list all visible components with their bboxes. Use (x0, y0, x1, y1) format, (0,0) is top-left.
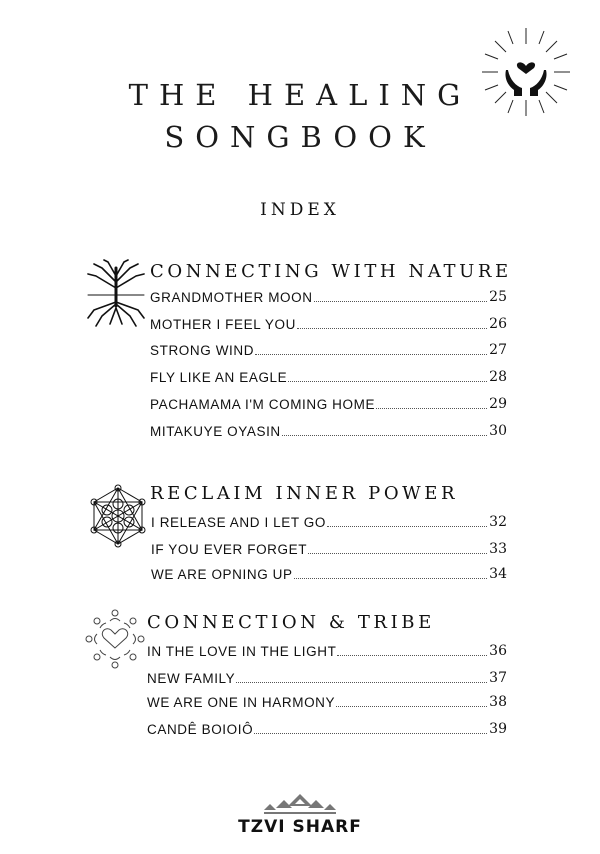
section-heading-nature: CONNECTING WITH NATURE (150, 261, 512, 282)
dot-leader (254, 732, 487, 734)
index-row[interactable] (151, 564, 507, 582)
index-row[interactable] (147, 668, 507, 686)
dot-leader (376, 407, 487, 409)
dot-leader (255, 353, 487, 355)
index-row[interactable] (147, 692, 507, 710)
song-title: STRONG WIND (150, 343, 255, 358)
song-title: MOTHER I FEEL YOU (150, 317, 296, 332)
song-title: FLY LIKE AN EAGLE (150, 370, 288, 385)
dot-leader (327, 525, 487, 527)
dot-leader (314, 300, 488, 302)
page-number: 32 (489, 514, 507, 530)
heart-circle-of-people-icon (84, 608, 146, 670)
song-title: WE ARE ONE IN HARMONY (147, 695, 336, 710)
dot-leader (288, 380, 487, 382)
song-title: IF YOU EVER FORGET (151, 542, 308, 557)
page-number: 38 (489, 694, 507, 710)
page-number: 26 (489, 316, 507, 332)
page-number: 39 (489, 721, 507, 737)
index-row[interactable] (150, 421, 507, 439)
page-number: 36 (489, 643, 507, 659)
page-number: 37 (489, 670, 507, 686)
page-number: 33 (489, 541, 507, 557)
song-title: NEW FAMILY (147, 671, 236, 686)
index-row[interactable] (151, 539, 507, 557)
page-title-line-2: SONGBOOK (164, 120, 436, 154)
song-title: IN THE LOVE IN THE LIGHT (147, 644, 337, 659)
page-number: 34 (489, 566, 507, 582)
mountain-pattern-icon (262, 793, 338, 817)
index-row[interactable] (150, 287, 507, 305)
index-row[interactable] (150, 340, 507, 358)
metatron-cube-icon (86, 484, 150, 548)
dot-leader (308, 552, 487, 554)
dot-leader (337, 654, 487, 656)
index-row[interactable] (147, 719, 507, 737)
page-number: 29 (489, 396, 507, 412)
page-number: 30 (489, 423, 507, 439)
index-row[interactable] (150, 367, 507, 385)
section-heading-tribe: CONNECTION & TRIBE (147, 612, 435, 633)
page-number: 27 (489, 342, 507, 358)
song-title: I RELEASE AND I LET GO (151, 515, 327, 530)
dot-leader (294, 577, 488, 579)
dot-leader (282, 434, 487, 436)
index-row[interactable] (147, 641, 507, 659)
page-title-line-1: THE HEALING (128, 78, 472, 112)
dot-leader (236, 681, 487, 683)
page-number: 25 (489, 289, 507, 305)
index-label: INDEX (260, 200, 340, 220)
song-title: MITAKUYE OYASIN (150, 424, 281, 439)
dot-leader (336, 705, 487, 707)
index-row[interactable] (150, 314, 507, 332)
song-title: GRANDMOTHER MOON (150, 290, 313, 305)
song-title: WE ARE OPNING UP (151, 567, 293, 582)
song-title: PACHAMAMA I'M COMING HOME (150, 397, 376, 412)
author-logo-text: TZVI SHARF (238, 817, 362, 837)
index-row[interactable] (151, 512, 507, 530)
index-row[interactable] (150, 394, 507, 412)
song-title: CANDÊ BOIOIÔ (147, 722, 254, 737)
tree-of-life-icon (84, 258, 148, 330)
dot-leader (297, 327, 487, 329)
page-number: 28 (489, 369, 507, 385)
section-heading-power: RECLAIM INNER POWER (150, 483, 459, 504)
